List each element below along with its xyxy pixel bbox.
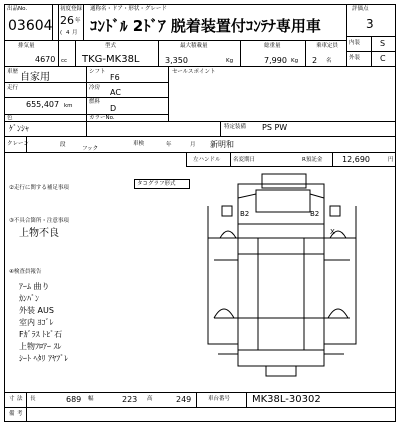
shaken-label: 車検 (133, 141, 145, 147)
vehicle-title: ｺﾝﾄﾞﾙ 2ﾄﾞｱ 脱着装置付ｺﾝﾃﾅ専用車 (90, 17, 321, 35)
rear-bumper (238, 350, 324, 366)
exterior-score: C (380, 54, 386, 63)
footer-mid (4, 407, 396, 408)
mark-x-right: X (330, 228, 335, 236)
mark-b2-right: B2 (310, 210, 320, 218)
report-line: 室内 ﾖｺﾞﾚ (19, 318, 54, 327)
color-value: ｹﾞﾝｼｬ (9, 124, 29, 133)
usage-label: 車歴 (7, 69, 19, 75)
lot-label: 出品No. (7, 6, 28, 12)
details-hline-3 (4, 114, 168, 115)
gross-weight-unit: Kg (291, 58, 299, 64)
width-value: 223 (122, 395, 138, 404)
truck-diagram (200, 168, 396, 390)
header-divider-4 (83, 4, 84, 40)
report-list (19, 281, 68, 365)
footer-top (4, 392, 396, 393)
first-reg-label: 初度登録 (60, 6, 83, 12)
reg-month-open: ( (60, 30, 63, 36)
height-label: 高 (147, 396, 153, 402)
steering-bottom (186, 166, 396, 167)
mark-b2-left: B2 (240, 210, 250, 218)
details-hline-5 (4, 136, 396, 137)
special-label: 特定装備 (224, 124, 247, 130)
recycle-amount: 12,690 (342, 155, 370, 164)
aircon-label: 冷房 (89, 85, 101, 91)
max-load-value: 3,350 (165, 56, 188, 65)
report-line: ｼｰﾄ ﾍﾀﾘ ｱﾔﾌﾞﾚ (19, 354, 69, 363)
details-hline-4 (4, 121, 396, 122)
color-no-label: カラーNo. (89, 115, 115, 121)
height-value: 249 (176, 395, 192, 404)
length-value: 689 (66, 395, 82, 404)
front-left-wheel (220, 231, 236, 238)
interior-label: 内装 (349, 40, 361, 46)
reg-month-unit: 月 (72, 30, 78, 36)
spec-vline-4 (305, 40, 306, 66)
right-rail (324, 238, 356, 344)
model-value: TKG-MK38L (82, 54, 140, 65)
details-hline-2 (4, 97, 168, 98)
report-line: Fｶﾞﾗｽ ﾄﾋﾞ石 (19, 330, 63, 339)
header-divider-3 (346, 4, 347, 66)
mileage-label: 走行 (7, 85, 19, 91)
details-vline-1 (86, 66, 87, 136)
displacement-value: 4670 (35, 55, 56, 64)
mileage-unit: km (64, 103, 73, 109)
shift-label: シフト (89, 69, 106, 75)
defect-label: ③不具合箇所・注意事項 (9, 218, 69, 224)
aircon-value: AC (110, 88, 121, 97)
selling-points-label: セールスポイント (172, 69, 216, 75)
reg-year-unit: 年 (75, 18, 81, 24)
defect-text: 上物不良 (19, 228, 59, 239)
max-load-label: 最大積載量 (180, 43, 208, 49)
crane-label: クレーン (7, 141, 29, 147)
footer-vline-3 (246, 392, 247, 407)
gross-weight-value: 7,990 (264, 56, 287, 65)
displacement-label: 排気量 (18, 43, 35, 49)
reg-year: 26 (60, 14, 74, 27)
report-line: 外装 AUS (19, 306, 54, 315)
right-mirror (330, 206, 340, 216)
bed-outline (238, 238, 324, 350)
max-load-unit: Kg (226, 58, 234, 64)
score-value: 3 (366, 17, 374, 31)
capacity-value: 2 (312, 56, 318, 65)
fuel-label: 燃料 (89, 99, 101, 105)
chassis-label: 車台番号 (208, 396, 231, 402)
score-label: 評価点 (352, 6, 369, 12)
capacity-label: 乗車定員 (316, 43, 339, 49)
length-label: 長 (30, 396, 36, 402)
lot-number: 03604 (8, 18, 53, 34)
displacement-unit: cc (61, 58, 68, 64)
crane-bottom (4, 152, 396, 153)
footer-vline-2 (196, 392, 197, 407)
spec-vline-1 (75, 40, 76, 66)
report-line: ｱｰﾑ 曲り (19, 282, 50, 291)
left-rail (208, 238, 238, 344)
spec-bottom (4, 66, 396, 67)
steering-vline-1 (230, 152, 231, 166)
hook-unit: フック (82, 146, 99, 152)
usage-value: 自家用 (20, 72, 50, 83)
rear-right-wheel (328, 309, 348, 318)
report-label: ④検査員報告 (9, 269, 42, 275)
inspector-label: ②走行に関する補足事項 (9, 185, 69, 191)
memo-sub: 考 (17, 411, 23, 417)
dims-label: 寸 (9, 396, 15, 402)
reg-month: 4 (66, 30, 70, 36)
report-line: 上物ﾌﾛｱｰ ｽﾚ (19, 342, 62, 351)
rear-left-wheel (214, 309, 234, 318)
gross-weight-label: 総重量 (264, 43, 281, 49)
roof-outline (262, 174, 306, 188)
capacity-unit: 名 (326, 58, 332, 64)
recycle-unit: 円 (388, 157, 394, 163)
spec-vline-2 (158, 40, 159, 66)
details-vline-2 (168, 66, 169, 121)
chassis-value: MK38L-30302 (252, 394, 321, 405)
details-vline-3 (220, 121, 221, 136)
stage-unit: 段 (60, 142, 66, 148)
steering-left (186, 152, 187, 166)
title-change-label: 名変期日 (233, 157, 256, 163)
shaken-month-unit: 月 (190, 142, 196, 148)
memo-label: 備 (9, 411, 15, 417)
footer-vline-1 (26, 392, 27, 422)
header-divider-2 (58, 4, 59, 66)
windshield (256, 190, 310, 212)
shaken-value: 新明和 (210, 140, 234, 149)
fuel-value: D (110, 104, 117, 113)
rear-plate (266, 366, 296, 376)
exterior-label: 外装 (349, 55, 361, 61)
recycle-label: R預託金 (302, 157, 323, 163)
shift-value: F6 (110, 73, 120, 82)
handle-label: 左ハンドル (193, 157, 221, 163)
dims-sub: 法 (17, 396, 23, 402)
width-label: 幅 (88, 396, 94, 402)
special-value: PS PW (262, 123, 288, 132)
left-mirror (222, 206, 232, 216)
interior-score: S (380, 39, 386, 48)
header-hline (4, 40, 346, 41)
vehicle-label: 通称名・ドア・形状・グレード (90, 6, 167, 12)
color-label: 色 (7, 115, 13, 121)
mileage-value: 655,407 (26, 100, 60, 109)
tacho-label: タコグラフ形式 (137, 181, 176, 187)
model-label: 型式 (105, 43, 117, 49)
spec-vline-3 (240, 40, 241, 66)
report-line: ｶﾝﾊﾞﾝ (19, 294, 39, 303)
score-hline-2 (346, 51, 396, 52)
shaken-year-unit: 年 (166, 142, 172, 148)
steering-vline-2 (332, 152, 333, 166)
